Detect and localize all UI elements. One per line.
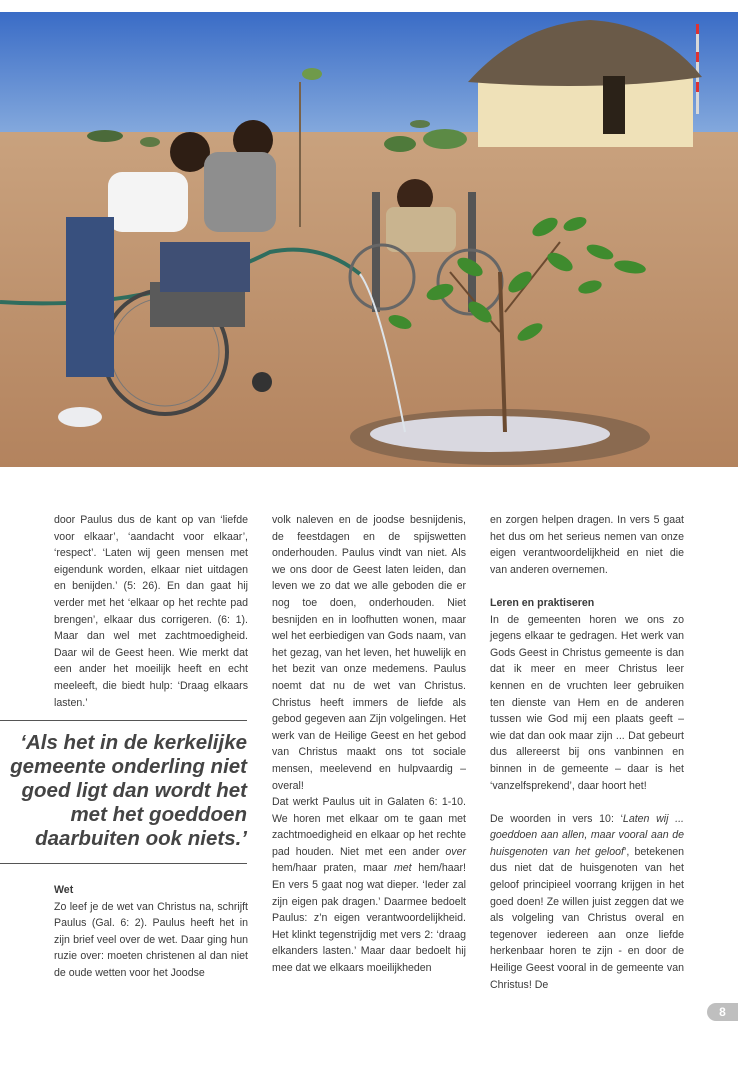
hero-photo [0,12,738,467]
emphasis: Laten wij ... goeddoen aan allen, maar vooral aan de huisgenoten van het geloof [490,812,684,858]
text-column-2 [272,512,466,977]
text-run: De woorden in vers 10: ‘ [490,812,623,825]
section-heading: Leren en praktiseren [490,596,595,609]
paragraph: volk naleven en de joodse besnijdenis, de feestdagen en de spijswetten onderhouden. Paulus vindt van niet. Als we ons door de Geest laten leiden, dan leven we zo dat we alle geboden die er nog toe doen, onderhouden. Niet besnijden en in loofhutten wonen, maar wel het eerbiedigen van Gods naam, van het gezag, van het leven, het huwelijk en het bezit van onze medemens. Paulus noemt dat nu de wet van Christus. Christus heeft immers de liefde als gebod gegeven aan Zijn volgelingen. Het werk van de Heilige Geest en het gebod van Christus maakt ons tot sociale mensen, meelevend en hulpvaardig – overal! [272,514,466,792]
paragraph [490,811,684,994]
paragraph: In de gemeenten horen we ons zo jegens elkaar te gedragen. Het werk van Gods Geest in Christus gemeente is dan dat ik meer en meer Christus leer kennen en de vruchten leer gebruiken ten dienste van Hem en de anderen tussen wie God mij een plaats geeft – wie dat dan ook maar zijn ... Dat gebeurt dus allereerst bij ons vanbinnen en binnen in de gemeente – daar is het ‘vanzelfsprekend’, daar hoort het! [490,613,684,792]
text-column-1 [54,512,248,711]
text-column-1-continued [54,882,248,982]
paragraph: door Paulus dus de kant op van ‘liefde voor elkaar’, ‘aandacht voor elkaar’, ‘respect’. ‘Laten wij geen mensen met eigendunk worden, elkaar niet uitdagen en benijden.’ (5: 26). En dan gaat hij verder met het ‘elkaar op het rechte pad brengen’, elkaar dus corrigeren. (6: 1). Maar dan wel met zachtmoedigheid. Daar wil de Geest heen. Wie merkt dat een ander het moeilijk heeft en echt meeleeft, die biedt hulp: ‘Draag elkaars lasten.’ [54,514,248,709]
paragraph [272,794,466,977]
emphasis: over [445,845,466,858]
text-run: hem/haar! En vers 5 gaat nog wat dieper. ‘Ieder zal zijn eigen pak dragen.’ Daarmee bedoelt Paulus: z’n eigen verantwoordelijkheid. Het klinkt tegenstrijdig met vers 2: ‘draag elkanders lasten.’ Maar daar bedoelt hij mee dat we elkaars moeilijkheden [272,862,466,975]
pull-quote-text: ‘Als het in de kerkelijke gemeente onderling niet goed ligt dan wordt het met het goeddoen daarbuiten ook niets.’ [10,731,247,850]
paragraph: en zorgen helpen dragen. In vers 5 gaat het dus om het serieus nemen van onze eigen verantwoordelijkheid en niet die van anderen overnemen. [490,514,684,576]
emphasis: met [393,862,412,875]
paragraph: Zo leef je de wet van Christus na, schrijft Paulus (Gal. 6: 2). Paulus heeft het in zijn brief veel over de wet. Daar ging hun ruzie over: moeten christenen al dan niet de oude wetten voor het Joodse [54,900,248,979]
section-heading: Wet [54,884,74,896]
divider [0,863,247,864]
text-run: Dat werkt Paulus uit in Galaten 6: 1-10. We horen met elkaar om te gaan met zachtmoedigheid en elkaar op het rechte pad houden. Niet met een ander [272,796,466,858]
pull-quote [0,720,247,864]
text-column-3 [490,512,684,993]
divider [0,720,247,721]
text-run: ’, betekenen dus niet dat de huisgenoten van het geloof principieel voorrang krijgen in het goed doen! Ze willen juist zeggen dat we als volgeling van Christus overal en tegenover iedereen aan onze liefde herkenbaar horen te zijn - en door de Heilige Geest vooral in de gemeente van Christus! De [490,845,684,991]
page-number: 8 [707,1003,738,1021]
text-run: hem/haar praten, maar [272,862,394,875]
